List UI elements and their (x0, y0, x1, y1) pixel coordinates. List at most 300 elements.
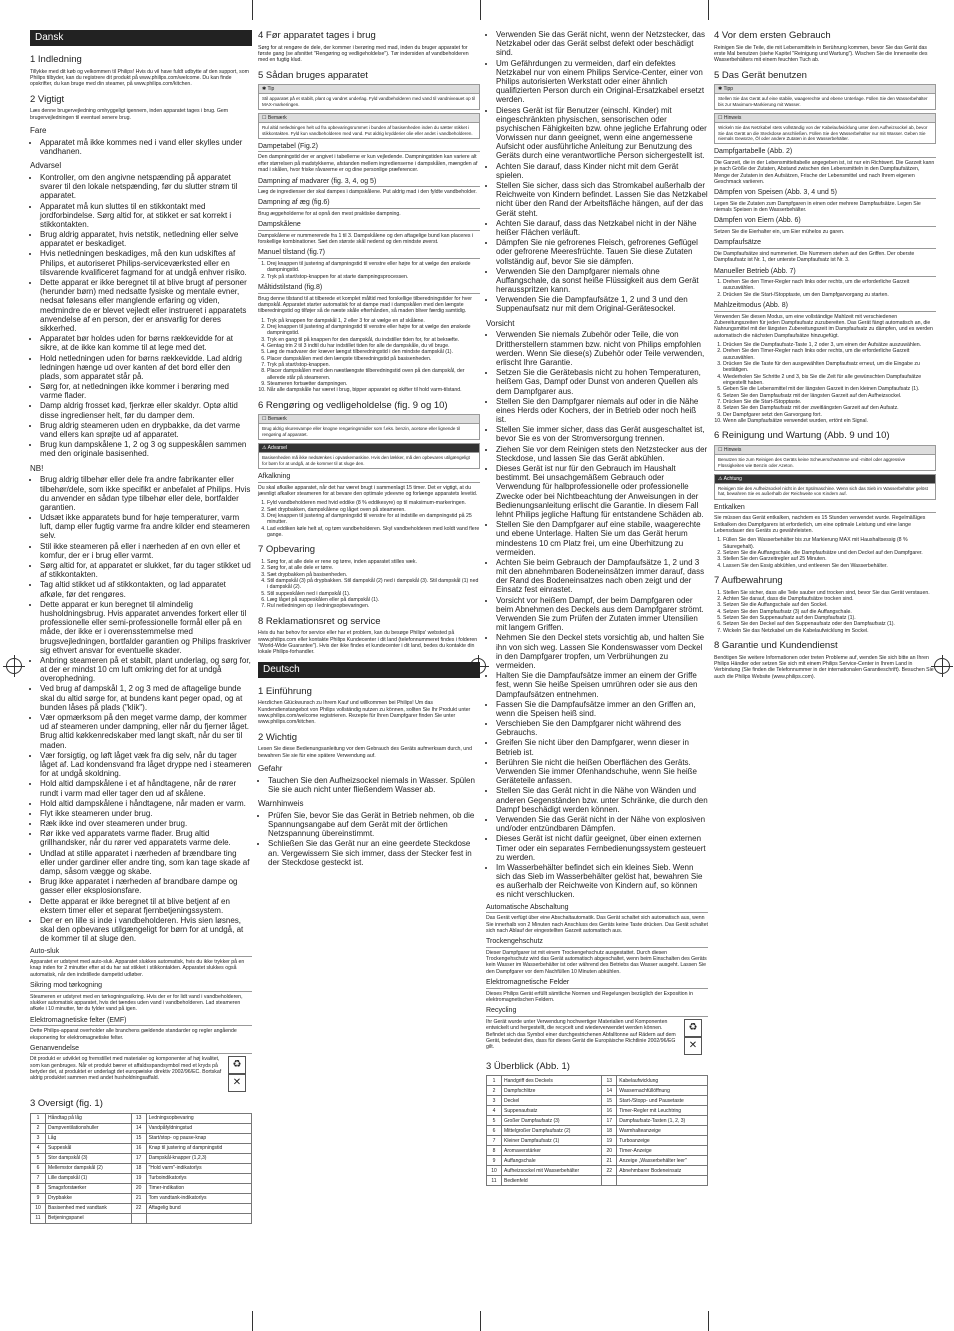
language-band-danish: Dansk (30, 30, 252, 46)
paragraph: Sørg for at rengøre de dele, der kommer i berøring med mad, inden du bruger apparatet for første gang (se afsnittet "Rengøring og vedligeholdelse"). Tør indersiden af vandbeholderen med en fugtig klud. (258, 44, 469, 64)
list-item: • Udsæt ikke apparatets bund for høje temperaturer, varm luft, damp eller fugtig varme fra andre kilder end steameren selv. (40, 513, 252, 541)
table-row (487, 1116, 708, 1126)
column-4 (714, 30, 936, 683)
section-heading: 7 Opbevaring (258, 544, 316, 556)
note-box (258, 113, 480, 139)
subheading: Dämpfen von Eiern (Abb. 6) (714, 217, 936, 227)
part-number: 6 (487, 1126, 502, 1136)
section-heading: 7 Aufbewahrung (714, 575, 783, 587)
list-item: • Brug ikke apparatet i nærheden af brandbare dampe og gasser eller eksplosionsfare. (40, 877, 252, 895)
paragraph: Dieses Philips Gerät erfüllt sämtliche Normen und Regelungen bezüglich der Exposition in elektromagnetischen Feldern. (486, 990, 694, 1003)
list-item: • Dette apparat er ikke beregnet til at blive betjent af en ekstern timer eller et separat fjernbetjeningssystem. (40, 897, 252, 915)
table-row (31, 1123, 252, 1133)
subheading: Elektromagnetische Felder (486, 979, 708, 989)
table-row (31, 1203, 252, 1213)
subheading: Dampning af æg (fig.6) (258, 199, 480, 209)
part-number: 17 (131, 1153, 146, 1163)
part-number: 1 (487, 1076, 502, 1086)
subheading: Gefahr (258, 764, 283, 774)
numbered-list (258, 318, 480, 394)
subheading: Elektromagnetiske felter (EMF) (30, 1017, 252, 1027)
numbered-list (714, 590, 936, 634)
list-item: 6. Setzen Sie den Deckel auf den Suppenaufsatz oder den Dampfaufsatz (1). (723, 621, 936, 627)
list-item: 4. Lad eddiken køle helt af, og tøm vandbeholderen. Skyl vandbeholderen med koldt vand flere gange. (267, 526, 480, 539)
list-item: 1. Sørg for, at alle dele er rene og tørre, inden apparatet stilles væk. (267, 559, 480, 565)
subheading: Trockengehschutz (486, 938, 708, 948)
list-item: 7. Tryk på start/stop-knappen. (267, 362, 480, 368)
part-number: 6 (31, 1163, 46, 1173)
list-item: 5. Setzen Sie den Suppenaufsatz auf den Dampfaufsatz (1). (723, 615, 936, 621)
list (30, 475, 252, 943)
section-heading: 8 Reklamationsret og service (258, 615, 381, 627)
list-item: 3. Tryk en gang til på knappen for den dampskål, du indstiller tiden for, for at bekræfte. (267, 337, 480, 343)
subheading: Afkalkning (258, 473, 480, 483)
part-name: Turboanzeige (617, 1136, 708, 1146)
section-heading: 1 Einführung (258, 685, 312, 697)
list-item: 9. Der Dampfgarer setzt den Garvorgang fort. (723, 412, 936, 418)
crop-mark (252, 0, 253, 20)
part-name: Drypbakke (46, 1193, 132, 1203)
part-name: Ledningsopbevaring (146, 1113, 251, 1123)
part-name: Wassernachfüllöffnung (617, 1086, 708, 1096)
lightbulb-icon: ✱ (718, 86, 724, 93)
note-label: Bemærk (267, 115, 287, 122)
part-number: 10 (487, 1166, 502, 1176)
list-item: • Vorsicht vor heißem Dampf, der beim Dampfgaren oder beim Abnehmen des Deckels aus dem Dampfgarer strömt. Verwenden Sie zum Prüfen der Zutaten immer Utensilien mit langem Griffen. (496, 596, 708, 633)
part-name: Stor dampskål (3) (46, 1153, 132, 1163)
part-name: Warmhalteanzeige (617, 1126, 708, 1136)
part-number: 19 (602, 1136, 617, 1146)
list-item: • Der er en lille si inde i vandbeholderen. Hvis sien løsnes, skal den opbevares utilgængeligt for børn for at undgå, at de kommer til at sluge den. (40, 916, 252, 944)
part-name: Anzeige „Wasserbehälter leer" (617, 1156, 708, 1166)
list-item: 10. Wenn alle Dampfaufsätze verwendet wurden, ertönt ein Signal. (723, 418, 936, 424)
table-row (31, 1163, 252, 1173)
list-item: 2. Sæt drypbakken, dampskålene og låget oven på steameren. (267, 507, 480, 513)
list-item: 6. Placer dampskålen med den længste tilberedningstid på basisenheden. (267, 356, 480, 362)
list-item: • Stellen Sie das Gerät nicht in die Nähe von Wänden und anderen Gegenständen bzw. unter Schränke, die durch den Dampf beschädigt werden können. (496, 786, 708, 814)
list-item: 9. Steameren fortsætter dampningen. (267, 381, 480, 387)
subheading: Auto-sluk (30, 948, 252, 958)
list-item: • Damp aldrig frosset kød, fjerkræ eller skaldyr. Optø altid disse ingredienser helt, før du damper dem. (40, 401, 252, 419)
part-name: Kabelaufwicklung (617, 1076, 708, 1086)
section-heading: 6 Rengøring og vedligeholdelse (fig. 9 og 10) (258, 399, 448, 411)
list-item: • Hold altid dampskålene i håndtagene, når maden er varm. (40, 799, 252, 808)
paragraph: Hvis du har behov for service eller har et problem, kan du besøge Philips' websted på www.philips.com eller kontakte Philips Kundecenter i dit land (telefonnummeret findes i folderen "World-Wide Guarantee"). Hvis der ikke findes et kundecenter i dit land, bedes du kontakte din lokale Philips-forhandler. (258, 630, 478, 656)
registration-mark-left (6, 658, 22, 674)
list-item: • Kontroller, om den angivne netspænding på apparatet svarer til den lokale netspænding, før du slutter strøm til apparatet. (40, 173, 252, 201)
list-item: • Vær opmærksom på den meget varme damp, der kommer ud af steameren under dampning, eller når du fjerner låget. Brug altid køkkenredskaber med langt skaft, når du ser til maden. (40, 713, 252, 750)
part-number: 7 (487, 1136, 502, 1146)
table-row (487, 1166, 708, 1176)
section-heading: 5 Sådan bruges apparatet (258, 69, 368, 81)
subheading: Fare (30, 126, 47, 136)
table-row (31, 1183, 252, 1193)
list-item: • Undlad at stille apparatet i nærheden af brændbare ting eller under gardiner eller andre ting, som kan tage skade af damp, såsom vægge og skabe. (40, 849, 252, 877)
list-item: • Ræk ikke ind over steameren under brug. (40, 819, 252, 828)
list-item: • Verwenden Sie das Gerät nicht in der Nähe von explosiven und/oder entzündbaren Dämpfen. (496, 815, 708, 833)
part-name: Timer-Anzeige (617, 1146, 708, 1156)
note-icon: ☐ (262, 115, 268, 122)
list-item: 5. Stil suppeskålen ned i dampskål (1). (267, 591, 480, 597)
section-heading: 3 Überblick (Abb. 1) (486, 1060, 570, 1072)
list-item: • Hold netledningen uden for børns rækkevidde. Lad aldrig ledningen hænge ud over kanten af det bord eller den plads, som apparatet står på. (40, 354, 252, 382)
table-row (31, 1173, 252, 1183)
list-item: • Dieses Gerät ist nur für den Gebrauch im Haushalt bestimmt. Bei unsachgemäßem Gebrauch oder Verwendung für halbprofessionelle oder professionelle Zwecke oder bei Nichtbeachtung der Anweisungen in der Bedienungsanleitung erlischt die Garantie. In diesem Fall lehnt Philips jegliche Haftung für entstandene Schäden ab. (496, 464, 708, 519)
list-item: • Dieses Gerät ist nicht dafür geeignet, über einen externen Timer oder ein separates Fernbedienungssystem gesteuert zu werden. (496, 834, 708, 862)
part-number: 5 (487, 1116, 502, 1126)
list-item: • Verwenden Sie niemals Zubehör oder Teile, die von Drittherstellern stammen bzw. nicht von Philips empfohlen werden. Wenn Sie diese(s) Zubehör oder Teile verwenden, erlischt Ihre Garantie. (496, 330, 708, 367)
section-heading: 3 Oversigt (fig. 1) (30, 1098, 103, 1110)
note-text: Wickeln Sie das Netzkabel stets vollständig von der Kabelaufwicklung unter dem Aufheizsockel ab, bevor Sie das Gerät an die Steckdose anschließen. Füllen Sie den Wasserbehälter nur mit Wasser. Geben Sie niemals Gewürze, Öl oder andere Zutaten in den Wasserbehälter. (718, 125, 928, 141)
recycle-icon: ♻ (684, 1019, 702, 1037)
list-item: 6. Læg låget på suppeskålen eller på dampskål (1). (267, 597, 480, 603)
list-item: • Um Gefährdungen zu vermeiden, darf ein defektes Netzkabel nur von einem Philips Service-Center, einer von Philips autorisierten Werkstatt oder einer ähnlich qualifizierten Person durch ein Original-Ersatzkabel ersetzt werden. (496, 59, 708, 105)
table-row (487, 1136, 708, 1146)
list-item: • Brug aldrig apparatet, hvis netstik, netledning eller selve apparatet er beskadiget. (40, 230, 252, 248)
paragraph: Herzlichen Glückwunsch zu Ihrem Kauf und willkommen bei Philips! Um das Kundendienstangebot von Philips vollständig nutzen zu können, sollten Sie Ihr Produkt unter www.philips.com/welcome registrieren. Rezepte für Ihren Dampfgarer finden Sie unter www.philips.com/kitchen. (258, 700, 471, 726)
part-number: 2 (487, 1086, 502, 1096)
list-item: 4. Lassen Sie den Essig abkühlen, und entleeren Sie den Wasserbehälter. (723, 563, 936, 569)
table-row (487, 1076, 708, 1086)
part-number: 1 (31, 1113, 46, 1123)
list-item: 7. Drücken Sie die Start-/Stopptaste. (723, 399, 936, 405)
part-name: Großer Dampfaufsatz (3) (502, 1116, 602, 1126)
caution-text: Reinigen Sie den Aufheizsockel nicht in der Spülmaschine. Wenn sich das Sieb im Wasserbehälter gelöst hat, bewahren Sie es außerhalb der Reichweite von Kindern auf. (718, 486, 928, 497)
numbered-list (714, 342, 936, 424)
numbered-list (258, 500, 480, 538)
list-item: • Tauchen Sie den Aufheizsockel niemals in Wasser. Spülen Sie sie auch nicht unter fließendem Wasser ab. (268, 776, 480, 794)
part-name: Lille dampskål (1) (46, 1173, 132, 1183)
part-name: Suppenaufsatz (502, 1106, 602, 1116)
warning-text: Basisenheden må ikke nedsænkes i opvaskemaskine. Hvis den lækker, må den opbevares utilgængeligt for børn for at undgå, at de kommer til at sluge den. (262, 455, 470, 466)
subheading: Måltidstilstand (fig.8) (258, 284, 480, 294)
list-item: • Sørg altid for, at apparatet er slukket, før du tager stikket ud af stikkontakten. (40, 561, 252, 579)
list-item: • Brug kun dampskålene 1, 2 og 3 og suppeskålen sammen med den originale basisenhed. (40, 440, 252, 458)
part-number: 4 (487, 1106, 502, 1116)
crop-mark (708, 1311, 709, 1331)
list-item: 7. Wickeln Sie das Netzkabel um die Kabelaufwicklung im Sockel. (723, 628, 936, 634)
paragraph: Dieser Dampfgarer ist mit einem Trockengehschutz ausgestattet. Durch diesen Trockengehschutz wird das Gerät automatisch abgeschaltet, wenn beim Einschalten des Geräts kein Wasser im Wasserbehälter ist oder während des Betriebs das Wasser ausgeht. Lassen Sie den Dampfgarer vor dem Nachfüllen 10 Minuten abkühlen. (486, 949, 707, 975)
column-3 (486, 30, 708, 1186)
list-item: 2. Drehen Sie den Timer-Regler nach links oder rechts, um die erforderliche Garzeit auszuwählen. (723, 348, 936, 361)
part-number: 21 (602, 1156, 617, 1166)
section-heading: 2 Vigtigt (30, 93, 65, 105)
part-name (617, 1176, 708, 1186)
list (258, 776, 480, 794)
list-item: • Berühren Sie nicht die heißen Oberflächen des Geräts. Verwenden Sie immer Ofenhandschuhe, wenn Sie heiße Geräteteile anfassen. (496, 758, 708, 786)
paragraph: Apparatet er udstyret med auto-sluk. Apparatet slukkes automatisk, hvis du ikke trykker på en knap inden for 2 minutter efter at du har sat stikket i stikkontakten. Apparatet slukkes også automatisk, når den indstillede dampetid udløber. (30, 959, 245, 978)
part-number: 13 (602, 1076, 617, 1086)
part-number: 22 (602, 1166, 617, 1176)
tip-label: Tip (267, 86, 275, 93)
list-item: • Verwenden Sie den Dampfgarer niemals ohne Auffangschale, da sonst heiße Flüssigkeit aus dem Gerät herausspritzen kann. (496, 267, 708, 295)
overview-table (486, 1075, 708, 1186)
table-row (31, 1193, 252, 1203)
subheading: Dampetabel (Fig.2) (258, 143, 480, 153)
table-row (31, 1113, 252, 1123)
table-row (487, 1086, 708, 1096)
tip-label: Tipp (723, 86, 734, 93)
part-number: 11 (31, 1213, 46, 1223)
part-number: 18 (602, 1126, 617, 1136)
subheading: Dampfaufsätze (714, 239, 936, 249)
part-number: 2 (31, 1123, 46, 1133)
subheading: Advarsel (30, 161, 62, 171)
note-label: Hinweis (723, 447, 742, 454)
paragraph: Ihr Gerät wurde unter Verwendung hochwertiger Materialien und Komponenten entwickelt und hergestellt, die recycelt und wiederverwendet werden können. Befindet sich das Symbol einer durchgestrichenen Abfalltonne auf Rädern auf dem Gerät, bedeutet dies, dass für dieses Gerät die Europäische Richtlinie 2002/96/EG gilt. (486, 1018, 676, 1051)
list-item: • Brug aldrig tilbehør eller dele fra andre fabrikanter eller tilbehør/dele, som ikke specifikt er anbefalet af Philips. Hvis du anvender en sådan type tilbehør eller dele, bortfalder garantien. (40, 475, 252, 512)
subheading: Dampskålene (258, 221, 480, 231)
subheading: Vorsicht (486, 318, 515, 328)
list (486, 330, 708, 899)
list-item: • Verschieben Sie den Dampfgarer nicht während des Gebrauchs. (496, 719, 708, 737)
part-name: Timer-Regler mit Leuchtring (617, 1106, 708, 1116)
list (30, 173, 252, 459)
list-item: 5. Geben Sie die Lebensmittel mit der längsten Garzeit in den kleinen Dampfaufsatz (1). (723, 386, 936, 392)
list-item: 8. Placer dampskålen med den næstlængste tilberedningstid oven på den dampskål, der allerede står på steameren. (267, 368, 480, 381)
part-name: Dampfschlitze (502, 1086, 602, 1096)
part-name: Aromaverstärker (502, 1146, 602, 1156)
warning-box (258, 443, 480, 469)
part-number: 15 (131, 1133, 146, 1143)
list-item: 3. Setzen Sie die Auffangschale auf den Sockel. (723, 602, 936, 608)
table-row (487, 1126, 708, 1136)
part-name: Mellemstor dampskål (2) (46, 1163, 132, 1173)
note-label: Hinweis (723, 115, 742, 122)
caution-box (714, 474, 936, 500)
crop-mark (708, 0, 709, 20)
list-item: 4. Wiederholen Sie Schritte 2 und 3, bis Sie die Zeit für alle gewünschten Dampfaufsätze eingestellt haben. (723, 374, 936, 387)
part-name: Dampventilationshuller (46, 1123, 132, 1133)
part-number: 20 (131, 1183, 146, 1193)
numbered-list (258, 559, 480, 610)
list-item: • Fassen Sie die Dampfaufsätze immer an den Griffen an, wenn die Speisen heiß sind. (496, 700, 708, 718)
part-name: Handgriff des Deckels (502, 1076, 602, 1086)
warning-label: Advarsel (267, 445, 288, 452)
part-name: Basisenhed med vandtank (46, 1203, 132, 1213)
overview-table (30, 1113, 252, 1224)
part-name: Mittelgroßer Dampfaufsatz (2) (502, 1126, 602, 1136)
table-row (487, 1106, 708, 1116)
paragraph: Læg de ingredienser der skal dampes i dampskålene. Put aldrig mad i den fyldte vandbeholder. (258, 189, 477, 196)
subheading: Recycling (486, 1007, 708, 1017)
paragraph: Den dampningstid der er angivet i tabellerne er kun vejledende. Dampningstiden kan variere alt efter størrelsen på madstykkerne, afstanden mellem ingredienserne i dampskålen, mængden af mad i skålen, hvor friske råvarerne er og dine personlige præferencer. (258, 154, 478, 174)
paragraph: Reinigen Sie die Teile, die mit Lebensmitteln in Berührung kommen, bevor Sie das Gerät das erste Mal benutzen (siehe Kapitel "Reinigung und Wartung"). Wischen Sie die Innenseite des Wasserbehälters mit einem feuchten Tuch ab. (714, 44, 928, 64)
list-item: • Apparatet bør holdes uden for børns rækkevidde for at sikre, at de ikke kan komme til at lege med det. (40, 334, 252, 352)
part-name: Auffangschale (502, 1156, 602, 1166)
list-item: • Im Wasserbehälter befindet sich ein kleines Sieb. Wenn sich das Sieb im Wasserbehälter gelöst hat, bewahren Sie es außerhalb der Reichweite von Kindern auf, so können es nicht verschlucken. (496, 863, 708, 900)
part-name: Aftagelig bund (146, 1203, 251, 1213)
list-item: 2. Sørg for, at alle dele er tørre. (267, 565, 480, 571)
note-label: Bemærk (267, 416, 287, 423)
paragraph: Die Garzeit, die in der Lebensmitteltabelle angegeben ist, ist nur ein Richtwert. Die Garzeit kann je nach Größe der Zutaten, Abstand zwischen den Lebensmitteln in den Dampfaufsätzen, Menge der Zutaten in den Aufsätzen, Frische der Lebensmittel und nach Ihrem eigenen Geschmack variieren. (714, 159, 935, 185)
part-name: Suppeskål (46, 1143, 132, 1153)
note-text: Brug aldrig skuresvampe eller knogne rengøringsmidler som f.eks. benzin, acetone eller lignende til rengøring af apparatet. (262, 426, 460, 437)
numbered-list (714, 279, 936, 298)
part-name: Turboindikatorlys (146, 1173, 251, 1183)
list-item: 3. Drej knappen til justering af dampningstid til venstre for at indstille en dampningstid på 25 minutter. (267, 513, 480, 526)
table-row (31, 1143, 252, 1153)
crossed-bin-icon: ✕ (684, 1037, 702, 1055)
list-item: 4. Setzen Sie den Dampfaufsatz (3) auf die Auffangschale. (723, 609, 936, 615)
list-item: 4. Gentag trin 2 til 3 indtil du har indstillet tiden for alle de dampskåle, du vil bruge. (267, 343, 480, 349)
list-item: • Tag altid stikket ud af stikkontakten, og lad apparatet afkøle, før det rengøres. (40, 580, 252, 598)
part-number: 9 (31, 1193, 46, 1203)
list-item: • Stil ikke steameren på eller i nærheden af en ovn eller et komfur, der er i brug eller varmt. (40, 542, 252, 560)
list-item: 1. Tryk på knappen for dampskål 1, 2 eller 3 for at vælge en af skålene. (267, 318, 480, 324)
part-name: Dampskål-knapper (1,2,3) (146, 1153, 251, 1163)
table-row (487, 1176, 708, 1186)
part-number: 14 (131, 1123, 146, 1133)
registration-mark-right (934, 658, 950, 674)
part-number: 14 (602, 1086, 617, 1096)
section-heading: 8 Garantie und Kundendienst (714, 640, 838, 652)
list-item: • Setzen Sie die Gerätebasis nicht zu hohen Temperaturen, heißem Gas, Dampf oder Dunst von anderen Quellen als dem Dampfgarer aus. (496, 368, 708, 396)
list-item: • Hvis netledningen beskadiges, må den kun udskiftes af Philips, et autoriseret Philips-serviceværksted eller en tilsvarende kvalificeret fagmand for at undgå enhver risiko. (40, 249, 252, 277)
paragraph: Legen Sie die Zutaten zum Dampfgaren in einen oder mehrere Dampfaufsätze. Legen Sie niemals Speisen in den Wasserbehälter. (714, 200, 921, 214)
paragraph: Die Dampfaufsätze sind nummeriert. Die Nummern stehen auf den Griffen. Der oberste Dampfaufsatz ist Nr. 1, der unterste Dampfaufsatz ist Nr. 3. (714, 250, 915, 264)
subheading: Mahlzeitmodus (Abb. 8) (714, 302, 936, 312)
list-item: • Apparatet må kun sluttes til en stikkontakt med jordforbindelse. Sørg altid for, at stikket er sat korrekt i stikkontakten. (40, 202, 252, 230)
part-name: Abnehmbarer Bodeneinsatz (617, 1166, 708, 1176)
list-item: • Vær forsigtig, og løft låget væk fra dig selv, når du tager låget af. Lad kondensvand fra låget dryppe ned i steameren for at undgå skoldning. (40, 751, 252, 779)
part-number: 4 (31, 1143, 46, 1153)
list-item: 4. Stil dampskål (3) på drypbakken. Stil dampskål (2) ned i dampskål (3). Stil dampskål (1) ned i dampskål (2). (267, 578, 480, 591)
section-heading: 6 Reinigung und Wartung (Abb. 9 und 10) (714, 430, 890, 442)
list (258, 811, 480, 867)
part-number: 17 (602, 1116, 617, 1126)
list-item: 1. Drej knappen til justering af dampningstid til venstre eller højre for at vælge den ønskede dampningstid. (267, 261, 480, 274)
list-item: • Rør ikke ved apparatets varme flader. Brug altid grillhandsker, når du rører ved apparatets varme dele. (40, 829, 252, 847)
part-number: 19 (131, 1173, 146, 1183)
note-box (714, 113, 936, 144)
subheading: Genanvendelse (30, 1045, 252, 1055)
table-row (31, 1133, 252, 1143)
list-item: • Achten Sie darauf, dass Kinder nicht mit dem Gerät spielen. (496, 162, 708, 180)
part-number: 20 (602, 1146, 617, 1156)
paragraph: Dampskålene er nummererede fra 1 til 3. Dampskålene og den aftagelige bund kan placeres i forskellige kombinationer. Sæt den største skål nederst og den mindste øverst. (258, 232, 474, 246)
part-number (602, 1176, 617, 1186)
list-item: • Anbring steameren på et stabilt, plant underlag, og sørg for, at der er mindst 10 cm luft omkring det for at undgå overophedning. (40, 656, 252, 684)
part-number: 3 (487, 1096, 502, 1106)
paragraph: Das Gerät verfügt über eine Abschaltautomatik. Das Gerät schaltet sich automatisch aus, wenn Sie innerhalb von 2 Minuten nach Anschluss des Geräts keine Taste drücken. Das Gerät schaltet sich nach Ablauf der eingestellten Garzeit automatisch aus. (486, 915, 708, 934)
part-number: 3 (31, 1133, 46, 1143)
note-icon: ☐ (718, 447, 724, 454)
list-item: 10. Når alle dampskåle har været i brug, bipper apparatet og skifter til hold varm-tilstand. (267, 387, 480, 393)
tip-box (714, 84, 936, 110)
crop-mark (480, 1311, 481, 1331)
caution-label: Achtung (723, 475, 742, 482)
paragraph: Du skal afkalke apparatet, når det har været brugt i sammenlagt 15 timer. Det er vigtigt, at du jævnligt afkalker steameren for at bevare den optimale ydeevne og forlænge apparatets levetid. (258, 484, 478, 497)
list-item: 1. Stellen Sie sicher, dass alle Teile sauber und trocken sind, bevor Sie das Gerät verstauen. (723, 590, 936, 596)
part-number: 13 (131, 1113, 146, 1123)
note-icon: ☐ (262, 416, 268, 423)
paragraph: Sie müssen das Gerät entkalken, nachdem es 15 Stunden verwendet wurde. Regelmäßiges Entkalken des Dampfgarers ist erforderlich, um eine optimale Leistung und eine lange Lebensdauer des Geräts zu gewährleisten. (714, 515, 926, 535)
note-icon: ☐ (718, 115, 724, 122)
part-number: 16 (131, 1143, 146, 1153)
list-item: • Sørg for, at netledningen ikke kommer i berøring med varme flader. (40, 382, 252, 400)
tip-text: Stellen Sie das Gerät auf eine stabile, waagerechte und ebene Unterlage. Füllen Sie den Wasserbehälter bis zur Maximum-Markierung mit Wasser. (718, 96, 928, 107)
lightbulb-icon: ✱ (262, 86, 268, 93)
list (486, 30, 708, 314)
list-item: 2. Tryk på start/stop-knappen for at starte dampningsprocessen. (267, 274, 480, 280)
crossed-bin-icon: ✕ (228, 1074, 246, 1092)
list-item: • Apparatet må ikke kommes ned i vand eller skylles under vandhanen. (40, 138, 252, 156)
part-name: Låg (46, 1133, 132, 1143)
table-row (31, 1213, 252, 1223)
list-item: • Flyt ikke steameren under brug. (40, 809, 252, 818)
crop-mark (252, 1311, 253, 1331)
subheading: Sikring mod tørkogning (30, 982, 252, 992)
list-item: • Stellen Sie den Dampfgarer niemals auf oder in die Nähe eines Herds oder Kochers, der in Betrieb oder noch heiß ist. (496, 397, 708, 425)
part-number: 5 (31, 1153, 46, 1163)
list-item: • Achten Sie beim Gebrauch der Dampfaufsätze 1, 2 und 3 mit den abnehmbaren Bodeneinsätzen immer darauf, dass der Rand des Bodeneinsatzes nach oben zeigt und der Einsatz fest einrastet. (496, 558, 708, 595)
subheading: Manuel tilstand (fig.7) (258, 249, 480, 259)
note-text: Rul altid netledningen helt ud fra opbevaringsrummet i bunden af basisenheden inden du sætter stikket i stikkontakten. Fyld kun vandbeholderen med vand. Put aldrig krydderier olie eller andet i vandbeholderen. (262, 125, 473, 136)
list-item: 3. Drücken Sie die Taste für den ausgewählten Dampfaufsatz erneut, um die Eingabe zu bestätigen. (723, 361, 936, 374)
list-item: 1. Fyld vandbeholderen med hvid eddike (8 % eddikesyre) op til maksimum-markeringen. (267, 500, 480, 506)
subheading: Warnhinweis (258, 799, 304, 809)
language-band-german: Deutsch (258, 662, 480, 678)
subheading: Automatische Abschaltung (486, 904, 708, 914)
list-item: • Verwenden Sie das Gerät nicht, wenn der Netzstecker, das Netzkabel oder das Gerät selbst defekt oder beschädigt sind. (496, 30, 708, 58)
paragraph: Læs denne brugervejledning omhyggeligt igennem, inden apparatet tages i brug. Gem brugervejledningen til eventuel senere brug. (30, 108, 229, 121)
list-item: 1. Drücken Sie die Dampfaufsatz-Taste 1, 2 oder 3, um einen der Aufsätze auszuwählen. (723, 342, 936, 348)
list-item: • Dieses Gerät ist für Benutzer (einschl. Kinder) mit eingeschränkten physischen, sensorischen oder psychischen Fähigkeiten bzw. ohne jegliche Erfahrung oder Vorwissen nur dann geeignet, wenn eine angemessene Aufsicht oder ausführliche Anleitung zur Benutzung des Geräts durch eine verantwortliche Person sichergestellt ist. (496, 106, 708, 161)
list-item: • Prüfen Sie, bevor Sie das Gerät in Betrieb nehmen, ob die Spannungsangabe auf dem Gerät mit der örtlichen Netzspannung übereinstimmt. (268, 811, 480, 839)
part-number: 7 (31, 1173, 46, 1183)
numbered-list (258, 261, 480, 280)
list-item: • Stellen Sie sicher, dass sich das Stromkabel außerhalb der Reichweite von Kindern befindet. Lassen Sie das Netzkabel nicht über den Rand der Arbeitsfläche hängen, auf der das Gerät steht. (496, 181, 708, 218)
part-number: 8 (31, 1183, 46, 1193)
section-heading: 2 Wichtig (258, 731, 298, 743)
list-item: • Ved brug af dampskål 1, 2 og 3 med de aftagelige bunde skal du altid sørge for, at bundens kant peger opad, og at bunden låses på plads ("klik"). (40, 684, 252, 712)
warning-icon: ⚠ (718, 475, 724, 482)
table-row (487, 1096, 708, 1106)
table-row (31, 1153, 252, 1163)
list-item: • Dette apparat er ikke beregnet til at blive brugt af personer (herunder børn) med nedsatte fysiske og mentale evner, nedsat følesans eller manglende erfaring og viden, medmindre de er blevet vejledt eller instrueret i apparatets anvendelse af en person, der er ansvarlig for deres sikkerhed. (40, 278, 252, 333)
list-item: • Ziehen Sie vor dem Reinigen stets den Netzstecker aus der Steckdose, und lassen Sie das Gerät abkühlen. (496, 445, 708, 463)
tip-text: Stil apparatet på et stabilt, plant og vandret underlag. Fyld vandbeholderen med vand til vandniveauet op til MAX-markeringen. (262, 96, 476, 107)
list-item: 7. Rul netledningen op i ledningsopbevaringen. (267, 603, 480, 609)
list-item: 5. Læg de madvarer der kræver længst tilberedningstid i den mindste dampskål (1). (267, 349, 480, 355)
list-item: 2. Setzen Sie die Auffangschale, die Dampfaufsätze und den Deckel auf den Dampfgarer. (723, 550, 936, 556)
list-item: • Dämpfen Sie nie gefrorenes Fleisch, gefrorenes Geflügel oder gefrorene Meeresfrüchte. Tauen Sie diese Zutaten vollständig auf, bevor Sie sie dämpfen. (496, 238, 708, 266)
warning-icon: ⚠ (262, 445, 268, 452)
part-number: 16 (602, 1106, 617, 1116)
part-name: Vandpåfyldningstud (146, 1123, 251, 1133)
part-name: Knap til justering af dampningstid (146, 1143, 251, 1153)
paragraph: Tillykke med dit køb og velkommen til Philips! Hvis du vil have fuldt udbytte af den support, som Philips tilbyder, kan du registrere dit produkt på www.philips.com/welcome. Du kan finde opskrifter, du kan bruge med din steamer, på www.philips.com/kitchen. (30, 68, 249, 88)
numbered-list (714, 537, 936, 569)
tip-box (258, 84, 480, 110)
list-item: • Hold altid dampskålene i et af håndtagene, når de rører rundt i varm mad eller tager den ud af skålene. (40, 779, 252, 797)
paragraph: Benötigen Sie weitere Informationen oder treten Probleme auf, wenden Sie sich bitte an Ihren Philips Händler oder setzen Sie sich mit einem Philips Service-Center in Ihrem Land in Verbindung (Sie finden die Telefonnummer in der internationalen Garantieschrift). Besuchen Sie auch die Philips Website (www.philips.com). (714, 654, 934, 680)
list-item: • Achten Sie darauf, dass das Netzkabel nicht in der Nähe heißer Flächen verläuft. (496, 219, 708, 237)
part-name: Smagsforstærker (46, 1183, 132, 1193)
part-name: Start/stop- og pause-knap (146, 1133, 251, 1143)
table-row (487, 1156, 708, 1166)
table-row (487, 1146, 708, 1156)
list-item: • Schließen Sie das Gerät nur an eine geerdete Steckdose an. Vergewissern Sie sich immer, dass der Stecker fest in der Steckdose gesteckt ist. (268, 839, 480, 867)
list-item: • Verwenden Sie die Dampfaufsätze 1, 2 und 3 und den Suppenaufsatz nur mit dem Original-Gerätesockel. (496, 295, 708, 313)
crop-mark (480, 0, 481, 20)
part-name: Tom vandtank-indikatorlys (146, 1193, 251, 1203)
paragraph: Steameren er udstyret med en tørkogningssikring. Hvis der er for lidt vand i vandbeholderen, slukker automatisk apparatet, hvis det tændes uden vand i vandbeholderen. Lad steameren afkøle i 10 minutter, før du fylder vand på igen. (30, 993, 243, 1013)
list-item: 8. Setzen Sie den Dampfaufsatz mit der zweitlängsten Garzeit auf den Aufsatz. (723, 405, 936, 411)
list-item: • Halten Sie die Dampfaufsätze immer an einem der Griffe fest, wenn Sie heiße Speisen umrühren oder sie aus den Dampfaufsätzen entnehmen. (496, 671, 708, 699)
subheading: Manueller Betrieb (Abb. 7) (714, 268, 936, 278)
